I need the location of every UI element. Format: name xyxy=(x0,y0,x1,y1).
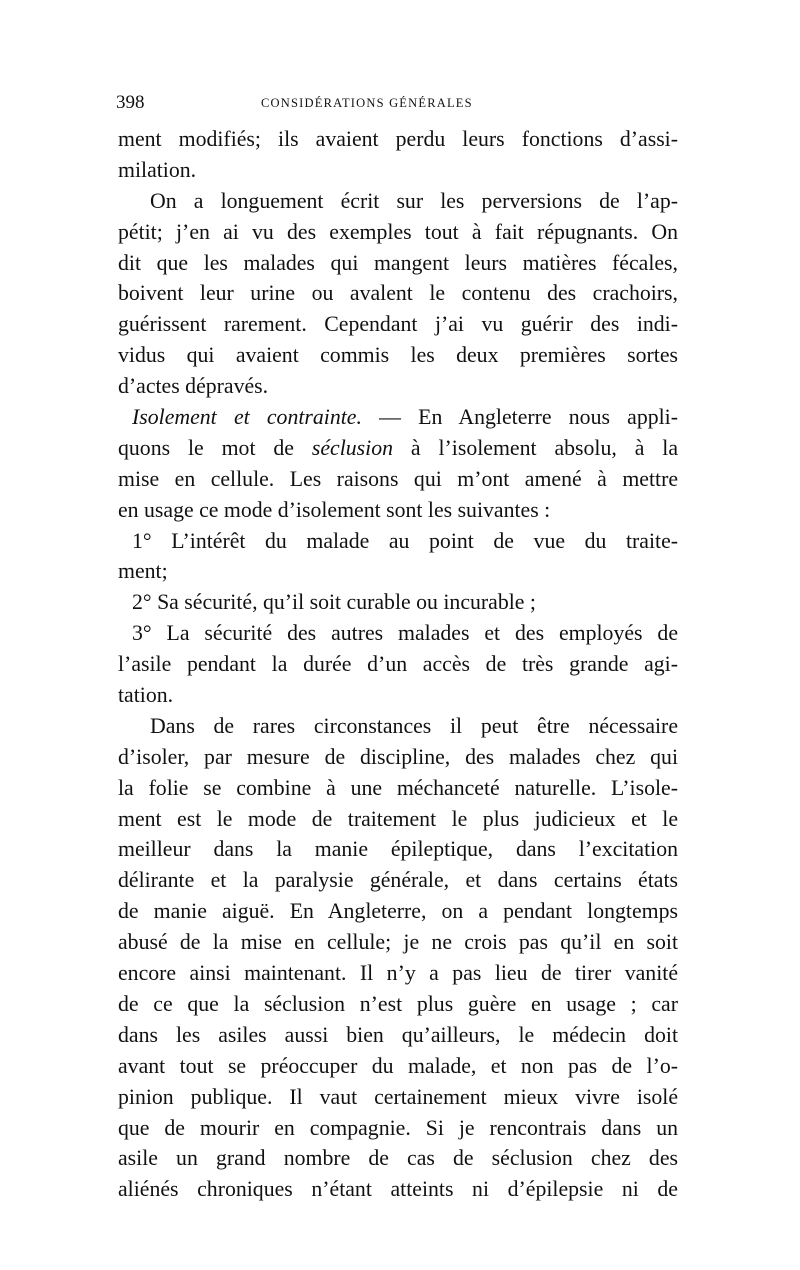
text-line: pinion publique. Il vaut certainement mieux vivre isolé xyxy=(118,1084,678,1109)
text-line: mise en cellule. Les raisons qui m’ont amené à mettre xyxy=(118,466,678,491)
text-line: ment; xyxy=(118,559,168,584)
text-line: d’actes dépravés. xyxy=(118,374,269,399)
text-line: l’asile pendant la durée d’un accès de très grande agi- xyxy=(118,652,678,677)
text-line: boivent leur urine ou avalent le contenu des crachoirs, xyxy=(118,281,678,306)
text-line: aliénés chroniques n’étant atteints ni d’épilepsie ni de xyxy=(118,1177,678,1202)
list-item-line: 3° La sécurité des autres malades et des employés de xyxy=(132,621,678,646)
text-line: On a longuement écrit sur les perversions de l’ap- xyxy=(150,188,678,213)
text-line: dans les asiles aussi bien qu’ailleurs, le médecin doit xyxy=(118,1022,678,1047)
text-line: d’isoler, par mesure de discipline, des malades chez qui xyxy=(118,744,678,769)
text-line: avant tout se préoccuper du malade, et non pas de l’o- xyxy=(118,1053,678,1078)
page-number: 398 xyxy=(116,92,145,113)
text-run: à l’isolement absolu, à la xyxy=(393,435,679,460)
text-line xyxy=(118,433,678,464)
text-line: meilleur dans la manie épileptique, dans l’excitation xyxy=(118,837,678,862)
body-text xyxy=(118,124,678,1205)
text-line: ment est le mode de traitement le plus judicieux et le xyxy=(118,806,678,831)
text-run: — En Angleterre nous appli- xyxy=(361,405,678,430)
section-heading-line xyxy=(118,402,678,433)
text-line: abusé de la mise en cellule; je ne crois pas qu’il en soit xyxy=(118,930,678,955)
italic-term: séclusion xyxy=(311,435,394,460)
text-line: ment modifiés; ils avaient perdu leurs fonctions d’assi- xyxy=(118,127,678,151)
text-line: guérissent rarement. Cependant j’ai vu guérir des indi- xyxy=(118,312,678,337)
text-line: vidus qui avaient commis les deux premières sortes xyxy=(118,343,678,368)
text-line: Dans de rares circonstances il peut être nécessaire xyxy=(150,713,678,738)
text-run: quons le mot de xyxy=(118,435,312,460)
running-head: CONSIDÉRATIONS GÉNÉRALES xyxy=(261,96,473,110)
text-line: milation. xyxy=(118,157,197,182)
text-line: de ce que la séclusion n’est plus guère en usage ; car xyxy=(118,991,678,1016)
text-line: délirante et la paralysie générale, et dans certains états xyxy=(118,868,678,893)
text-line: la folie se combine à une méchanceté naturelle. L’isole- xyxy=(118,775,678,800)
section-heading: Isolement et contrainte. xyxy=(132,405,362,430)
text-line: pétit; j’en ai vu des exemples tout à fait répugnants. On xyxy=(118,219,678,244)
list-item-line: 2° Sa sécurité, qu’il soit curable ou incurable ; xyxy=(132,590,536,615)
list-item-line: 1° L’intérêt du malade au point de vue du traite- xyxy=(132,528,678,553)
text-line: dit que les malades qui mangent leurs matières fécales, xyxy=(118,250,678,275)
text-line: tation. xyxy=(118,683,174,708)
page-header xyxy=(116,92,676,116)
text-line: en usage ce mode d’isolement sont les suivantes : xyxy=(118,497,551,522)
text-line: asile un grand nombre de cas de séclusion chez des xyxy=(118,1146,678,1171)
text-line: encore ainsi maintenant. Il n’y a pas lieu de tirer vanité xyxy=(118,961,678,986)
text-line: de manie aiguë. En Angleterre, on a pendant longtemps xyxy=(118,899,678,924)
text-line: que de mourir en compagnie. Si je rencontrais dans un xyxy=(118,1115,678,1140)
